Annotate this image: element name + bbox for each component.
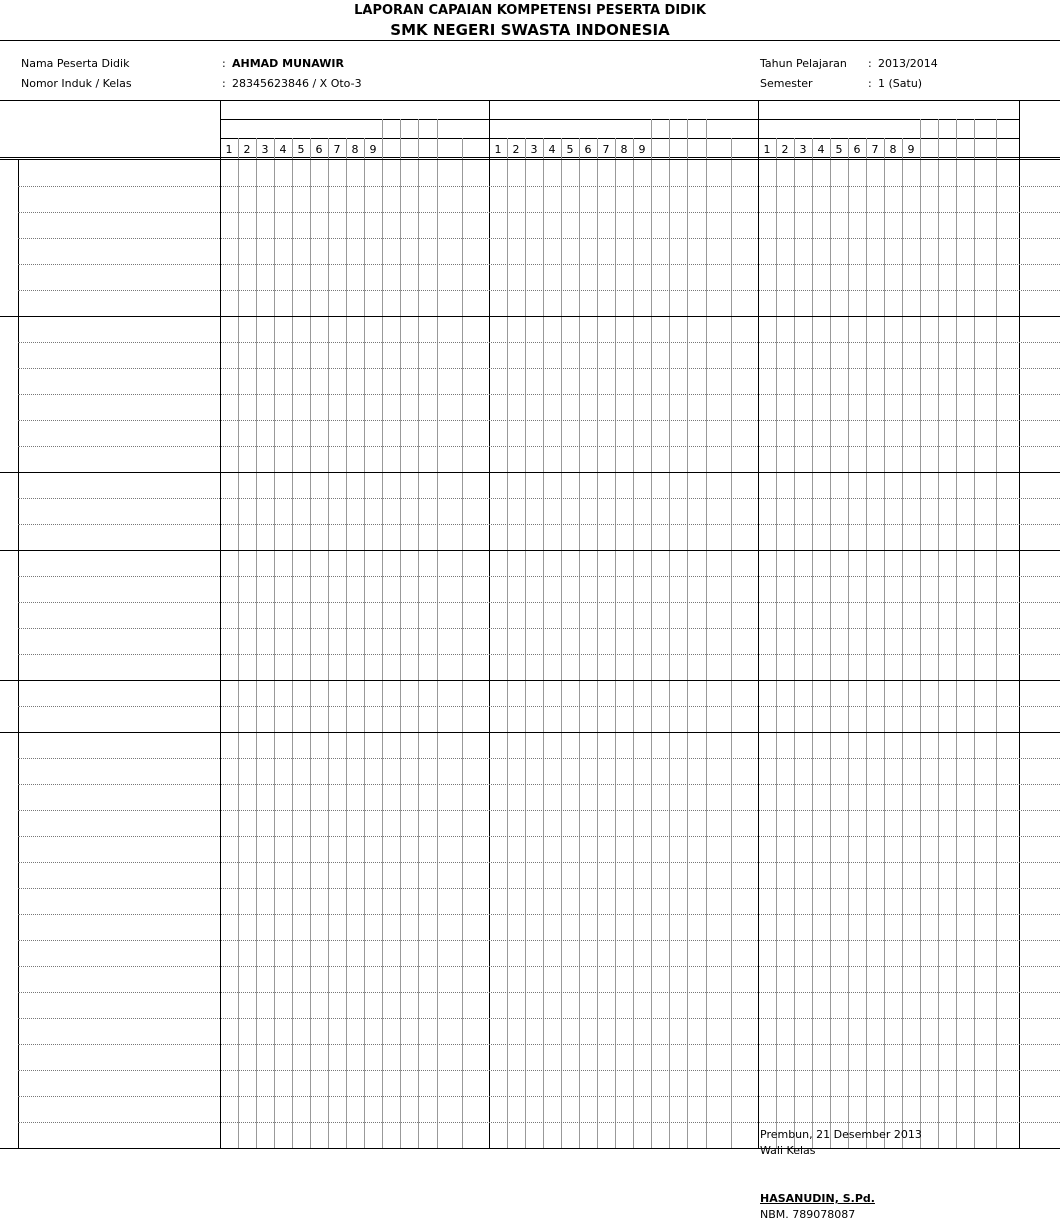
teacher-nbm: NBM. 789078087: [760, 1208, 856, 1221]
header-p-num: 4: [279, 143, 287, 156]
header-nts: [385, 119, 397, 157]
header-ps: [941, 119, 953, 157]
grid-line-h: [0, 550, 1060, 551]
grid-line-v: [687, 119, 688, 1148]
name-value: AHMAD MUNAWIR: [232, 57, 344, 70]
subject-name: [21, 634, 218, 648]
header-s-num: 3: [799, 143, 807, 156]
subject-name: [21, 894, 218, 908]
name-sep: :: [222, 57, 226, 70]
subject-name: [21, 218, 218, 232]
subject-name: [21, 608, 218, 622]
group-label: [3, 160, 15, 316]
header-k-num: 8: [620, 143, 628, 156]
grid-line-h: [18, 420, 1060, 421]
grade-table: [0, 100, 1060, 1122]
grid-line-h: [18, 758, 1060, 759]
grid-line-h: [18, 888, 1060, 889]
grid-line-v: [920, 119, 921, 1148]
grid-line-v: [220, 100, 221, 1148]
header-p-num: 5: [297, 143, 305, 156]
grid-line-h: [0, 1148, 1060, 1149]
grid-line-h: [18, 524, 1060, 525]
subject-name: [21, 395, 218, 419]
teacher-name: HASANUDIN, S.Pd.: [760, 1192, 875, 1205]
grid-line-h: [18, 238, 1060, 239]
header-p-num: 8: [351, 143, 359, 156]
grid-line-h: [0, 157, 1060, 158]
grid-line-v: [418, 119, 419, 1148]
subject-name: [21, 1102, 218, 1116]
semester-sep: :: [868, 77, 872, 90]
grid-line-h: [18, 1096, 1060, 1097]
subject-name: [21, 842, 218, 856]
header-porto: [672, 119, 684, 157]
grid-line-v: [1019, 100, 1020, 1148]
header-p-num: 6: [315, 143, 323, 156]
header-p-num: 7: [333, 143, 341, 156]
school-name: SMK NEGERI SWASTA INDONESIA: [390, 21, 670, 39]
subject-name: [21, 426, 218, 440]
header-jurnal: [959, 119, 971, 157]
header-k-num: 2: [512, 143, 520, 156]
grid-line-h: [0, 472, 1060, 473]
subject-name: [21, 161, 218, 185]
grid-line-h: [18, 576, 1060, 577]
subject-name: [21, 764, 218, 778]
subject-name: [21, 374, 218, 388]
grid-line-v: [996, 119, 997, 1148]
grid-line-h: [18, 212, 1060, 213]
header-rnil-k: [691, 119, 703, 157]
nis-value: 28345623846 / X Oto-3: [232, 77, 362, 90]
subject-name: [21, 660, 218, 674]
header-pd: [923, 119, 935, 157]
grid-line-h: [18, 992, 1060, 993]
grid-line-v: [974, 119, 975, 1148]
subject-name: [21, 478, 218, 492]
header-k-num: 1: [494, 143, 502, 156]
semester-label: Semester: [760, 77, 813, 90]
group-label: [3, 472, 15, 550]
grid-line-v: [382, 119, 383, 1148]
group-label: [3, 680, 15, 732]
header-rnil-p: [422, 119, 434, 157]
subject-name: [21, 187, 218, 211]
grid-line-h: [18, 446, 1060, 447]
subject-name: [21, 322, 218, 336]
report-title: LAPORAN CAPAIAN KOMPETENSI PESERTA DIDIK: [354, 3, 706, 18]
name-label: Nama Peserta Didik: [21, 57, 130, 70]
grid-line-h: [18, 966, 1060, 967]
header-nas: [403, 119, 415, 157]
grid-line-v: [669, 119, 670, 1148]
subject-name: [21, 1024, 218, 1038]
year-label: Tahun Pelajaran: [760, 57, 847, 70]
subject-name: [21, 686, 218, 700]
header-s-num: 5: [835, 143, 843, 156]
grid-line-v: [651, 119, 652, 1148]
header-nil-lck-s: [1002, 119, 1014, 157]
subject-name: [21, 998, 218, 1012]
grid-line-h: [18, 1018, 1060, 1019]
subject-name: [21, 790, 218, 804]
grid-line-v: [938, 119, 939, 1148]
subject-name: [21, 530, 218, 544]
header-s-num: 1: [763, 143, 771, 156]
header-k-num: 7: [602, 143, 610, 156]
grid-line-h: [18, 862, 1060, 863]
subject-name: [21, 920, 218, 934]
subject-name: [21, 343, 218, 367]
subject-name: [21, 1076, 218, 1090]
header-p-num: 1: [225, 143, 233, 156]
nis-sep: :: [222, 77, 226, 90]
header-s-num: 8: [889, 143, 897, 156]
place-date: Prembun, 21 Desember 2013: [760, 1128, 922, 1141]
grid-line-h: [0, 316, 1060, 317]
grid-line-h: [220, 138, 1019, 139]
header-projek: [654, 119, 666, 157]
subject-name: [21, 712, 218, 726]
subject-name: [21, 1050, 218, 1064]
grid-line-h: [0, 680, 1060, 681]
grid-line-v: [489, 100, 490, 1148]
grid-line-v: [400, 119, 401, 1148]
grid-line-h: [18, 706, 1060, 707]
grid-line-h: [18, 264, 1060, 265]
grid-line-h: [18, 810, 1060, 811]
header-ketuntasan: [1034, 100, 1046, 156]
subject-name: [21, 244, 218, 258]
year-value: 2013/2014: [878, 57, 938, 70]
grid-line-h: [18, 1070, 1060, 1071]
grid-line-h: [18, 914, 1060, 915]
grid-line-h: [18, 602, 1060, 603]
grid-line-h: [18, 654, 1060, 655]
subject-name: [21, 504, 218, 518]
subject-name: [21, 816, 218, 830]
subject-name: [21, 868, 218, 882]
nis-label: Nomor Induk / Kelas: [21, 77, 132, 90]
grid-line-v: [758, 100, 759, 1148]
header-k-num: 3: [530, 143, 538, 156]
semester-value: 1 (Satu): [878, 77, 923, 90]
grid-line-h: [18, 498, 1060, 499]
header-k-num: 9: [638, 143, 646, 156]
grid-line-h: [220, 119, 1019, 120]
group-label: [3, 316, 15, 472]
header-k-num: 5: [566, 143, 574, 156]
header-s-num: 6: [853, 143, 861, 156]
group-label: [3, 550, 15, 680]
grid-line-h: [0, 100, 1060, 101]
header-s-num: 7: [871, 143, 879, 156]
grid-line-h: [18, 1122, 1060, 1123]
header-p-num: 9: [369, 143, 377, 156]
grid-line-h: [18, 836, 1060, 837]
group-label: [3, 732, 15, 1148]
grid-line-h: [18, 290, 1060, 291]
subject-name: [21, 972, 218, 986]
subject-name: [21, 452, 218, 466]
grid-line-v: [956, 119, 957, 1148]
grid-line-h: [18, 940, 1060, 941]
year-sep: :: [868, 57, 872, 70]
grid-line-h: [18, 784, 1060, 785]
header-k-num: 6: [584, 143, 592, 156]
grid-line-v: [706, 119, 707, 1148]
grid-line-h: [0, 159, 1060, 160]
subject-name: [21, 296, 218, 310]
grid-line-h: [18, 628, 1060, 629]
header-s-num: 9: [907, 143, 915, 156]
subject-name: [21, 582, 218, 596]
subject-name: [21, 556, 218, 570]
header-p-num: 2: [243, 143, 251, 156]
title-divider: [0, 40, 1060, 41]
subject-name: [21, 270, 218, 284]
grid-line-h: [18, 1044, 1060, 1045]
signer-role: Wali Kelas: [760, 1144, 816, 1157]
grid-line-h: [18, 368, 1060, 369]
header-s-num: 4: [817, 143, 825, 156]
grid-line-h: [0, 732, 1060, 733]
subject-name: [21, 946, 218, 960]
subject-name: [21, 1128, 218, 1142]
header-k-num: 4: [548, 143, 556, 156]
subject-name: [21, 738, 218, 752]
header-p-num: 3: [261, 143, 269, 156]
header-rnil-s: [979, 119, 991, 157]
grid-line-v: [437, 119, 438, 1148]
header-s-num: 2: [781, 143, 789, 156]
